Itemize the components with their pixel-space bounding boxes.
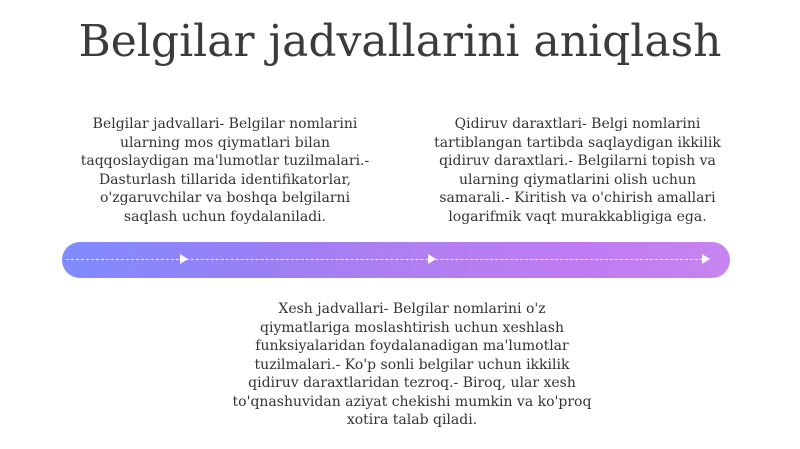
text-block-hash-tables: Xesh jadvallari- Belgilar nomlarini o'z qiymatlariga moslashtirish uchun xeshlash funksiyalaridan foydalanadigan ma'lumotlar tuzilmalari.- Ko'p sonli belgilar uchun ikkilik qidiruv daraxtlaridan tezroq.- Biroq, ular xesh to'qnashuvidan aziyat chekishi mumkin va ko'proq xotira talab qiladi. [232,301,592,428]
arrow-right-icon [428,254,436,264]
timeline-bar [62,242,730,278]
text-block-symbol-tables: Belgilar jadvallari- Belgilar nomlarini ularning mos qiymatlari bilan taqqoslaydigan ma'lumotlar tuzilmalari.- Dasturlash tillarida identifikatorlar, o'zgaruvchilar va boshqa belgilarni saqlash uchun foydalaniladi. [80,116,370,225]
slide-title: Belgilar jadvallarini aniqlash [78,16,722,67]
timeline-dashed-line [66,259,708,260]
arrow-right-icon [702,254,710,264]
text-block-search-trees: Qidiruv daraxtlari- Belgi nomlarini tartiblangan tartibda saqlaydigan ikkilik qidiruv daraxtlari.- Belgilarni topish va ularning qiymatlarini olish uchun samarali.- Kiritish va o'chirish amallari logarifmik vaqt murakkabligiga ega. [434,116,721,225]
arrow-right-icon [180,254,188,264]
